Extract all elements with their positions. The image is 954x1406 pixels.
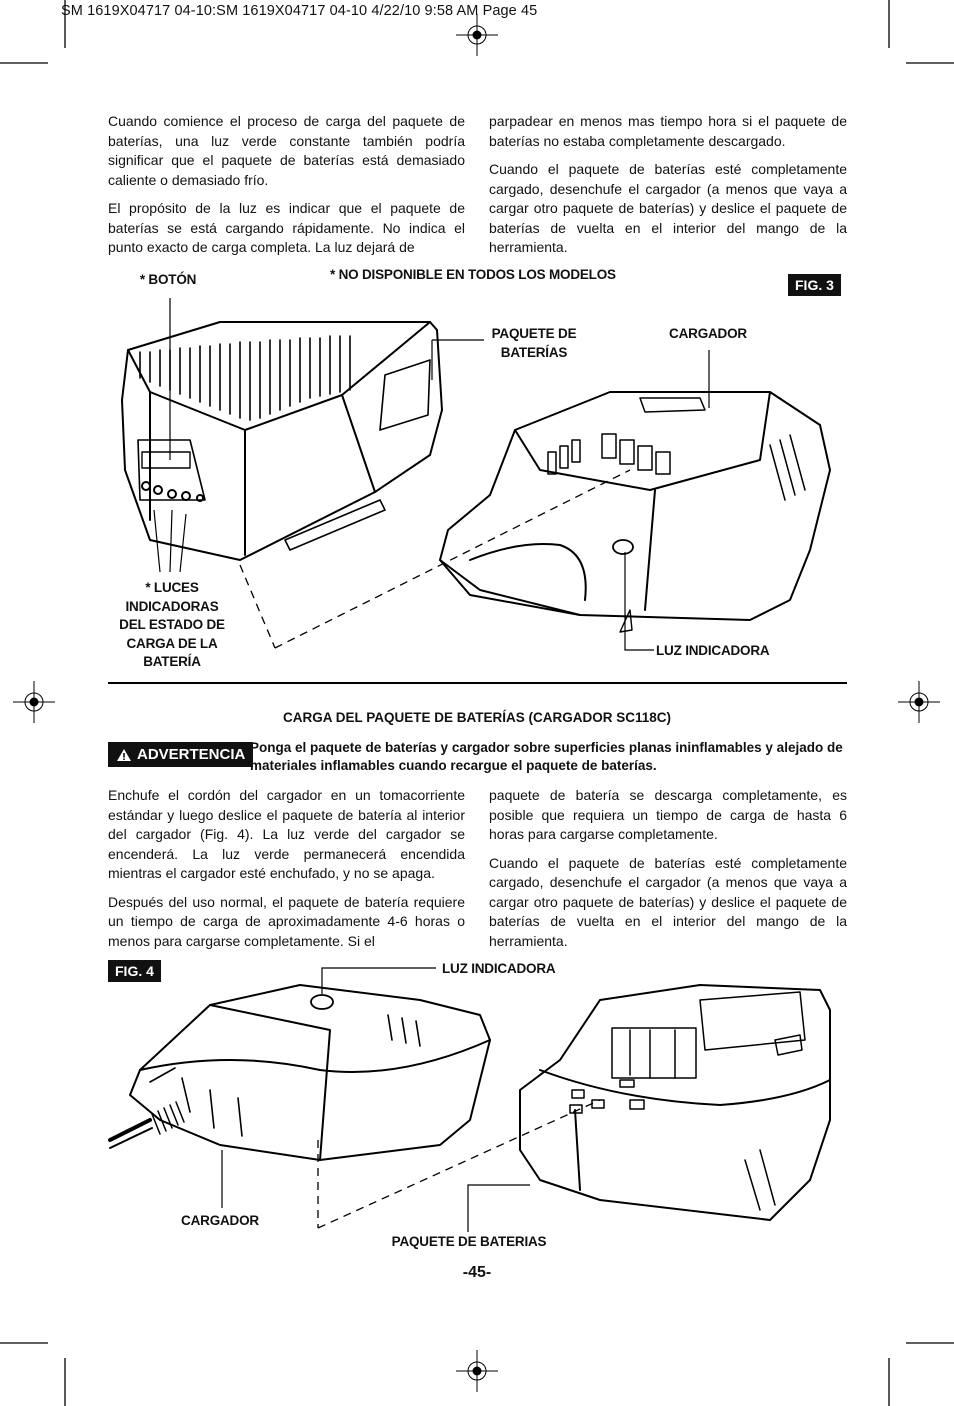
fig3-label-paquete: PAQUETE DE BATERÍAS: [491, 326, 577, 360]
warning-label: ADVERTENCIA: [137, 746, 246, 763]
paragraph: Cuando comience el proceso de carga del paquete de baterías, una luz verde constante también podría significar que el paquete de baterías está demasiado caliente o demasiado frío.: [108, 113, 465, 188]
fig4-label-paquete: PAQUETE DE BATERIAS: [391, 1234, 547, 1249]
section-heading: CARGA DEL PAQUETE DE BATERÍAS (CARGADOR SC118C): [282, 710, 672, 725]
fig3-label-luz: LUZ INDICADORA: [656, 643, 770, 658]
paragraph: El propósito de la luz es indicar que el paquete de baterías se está cargando rápidamente. No indica el punto exacto de carga completa. La luz dejará de: [108, 200, 465, 255]
fig3-label-cargador: CARGADOR: [669, 326, 747, 341]
fig4-label-luz: LUZ INDICADORA: [442, 961, 556, 976]
paragraph: Enchufe el cordón del cargador en un tomacorriente estándar y luego deslice el paquete de batería al interior del cargador (Fig. 4). La luz verde del cargador se encenderá. La luz verde permanecerá encendida mientras el cargador esté enchufado, y no se apaga.: [108, 787, 465, 881]
paragraph: paquete de batería se descarga completamente, es posible que requiera un tiempo de carga de hasta 6 horas para cargarse completamente.: [489, 787, 847, 842]
fig3-tag: FIG. 3: [788, 274, 841, 296]
page-number: -45-: [462, 1264, 492, 1281]
fig3-note: * NO DISPONIBLE EN TODOS LOS MODELOS: [330, 267, 616, 282]
paragraph: Después del uso normal, el paquete de batería requiere un tiempo de carga de aproximadamente 4-6 horas o menos para cargarse completamente. Si el: [108, 893, 465, 949]
fig3-label-luces: * LUCES INDICADORAS DEL ESTADO DE CARGA DE LA BATERÍA: [119, 580, 225, 669]
paragraph: Cuando el paquete de baterías esté completamente cargado, desenchufe el cargador (a menos que vaya a cargar otro paquete de baterías) y deslice el paquete de baterías de vuelta en el interior del mango de la herramienta.: [489, 161, 847, 255]
fig3-label-boton: * BOTÓN: [139, 272, 197, 287]
fig4-tag: FIG. 4: [108, 960, 161, 982]
paragraph: Cuando el paquete de baterías esté completamente cargado, desenchufe el cargador (a menos que vaya a cargar otro paquete de baterías) y deslice el paquete de baterías de vuelta en el interior del mango de la herramienta.: [489, 854, 847, 949]
paragraph: parpadear en menos mas tiempo hora si el paquete de baterías no estaba completamente descargado.: [489, 113, 847, 149]
print-header: SM 1619X04717 04-10:SM 1619X04717 04-10 4/22/10 9:58 AM Page 45: [61, 3, 538, 19]
warning-text: Ponga el paquete de baterías y cargador sobre superficies planas ininflamables y alejado de materiales inflamables cuando recargue el paquete de baterías.: [250, 740, 843, 773]
fig4-label-cargador: CARGADOR: [181, 1213, 259, 1228]
